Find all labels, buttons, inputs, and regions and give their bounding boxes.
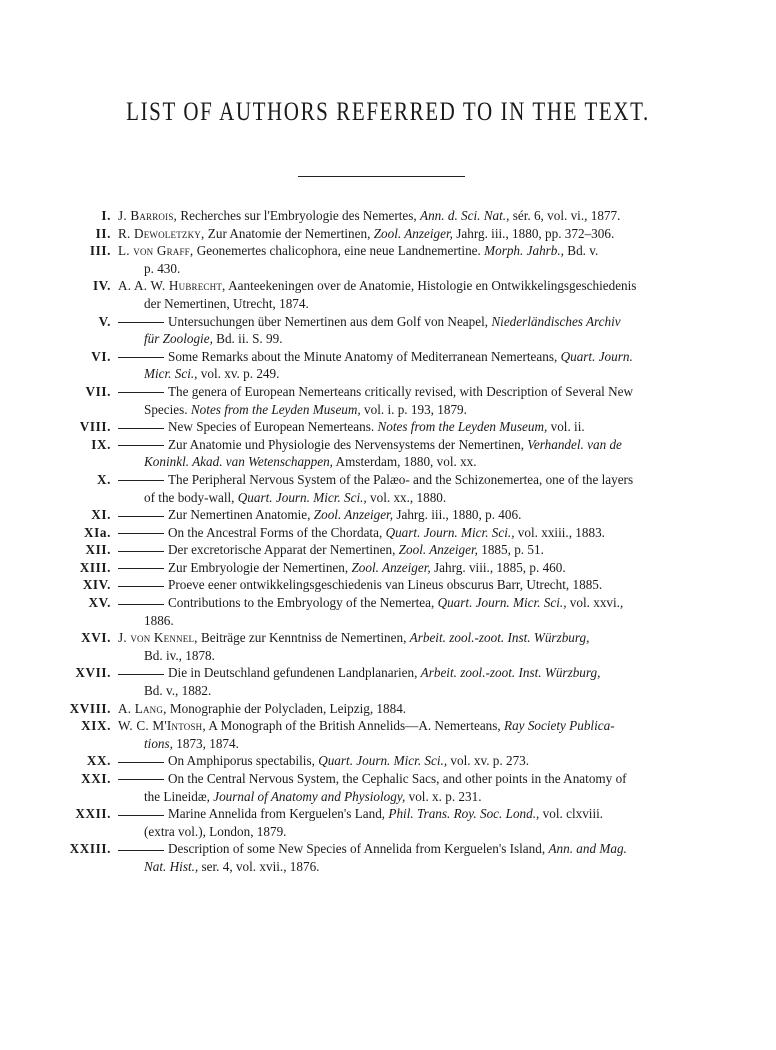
entry-number: VIII. [79, 419, 111, 435]
entry-number: II. [95, 225, 111, 241]
journal-title: Niederländisches Archiv [491, 313, 621, 329]
ditto-dash [118, 428, 164, 429]
journal-title: Quart. Journ. Micr. Sci., [385, 524, 515, 540]
list-item [24, 770, 726, 805]
entry-number: I. [101, 208, 111, 223]
journal-title: Zool. Anzeiger, [398, 542, 478, 558]
entry-text: vol. ii. [547, 419, 585, 435]
entry-text: vol. xv. p. 249. [197, 366, 280, 382]
entry-text: Jahrg. iii., 1880, pp. 372–306. [452, 225, 615, 241]
entry-number: XIII. [79, 559, 111, 575]
entry-text: Zur Anatomie und Physiologie des Nervensystems der Nemertinen, [168, 436, 528, 452]
entry-text: Proeve eener ontwikkelingsgeschiedenis van Lineus obscurus Barr, Utrecht, 1885. [168, 577, 603, 593]
ditto-dash [118, 445, 164, 446]
ditto-dash [118, 322, 164, 323]
entry-text: vol. i. p. 193, 1879. [360, 401, 467, 417]
entry-number: XXIII. [69, 841, 111, 857]
entry-number: IV. [92, 278, 111, 294]
list-item [24, 805, 726, 840]
ditto-dash [118, 392, 164, 393]
list-item [24, 348, 726, 383]
list-item [24, 752, 726, 770]
journal-title: Quart. Journ. Micr. Sci., [237, 489, 367, 505]
entry-text: vol. clxviii. [539, 806, 604, 822]
entry-text: Bd. iv., 1878. [144, 647, 215, 663]
entry-text: (extra vol.), London, 1879. [144, 823, 287, 839]
journal-title: Arbeit. zool.-zoot. Inst. Würzburg, [409, 630, 590, 646]
entry-number: VI. [91, 348, 111, 364]
author-name: R. Dewoletzky, [118, 225, 205, 241]
entry-text: Der excretorische Apparat der Nemertinen, [168, 542, 399, 558]
entry-text: p. 430. [144, 260, 181, 276]
entry-text: ser. 4, vol. xvii., 1876. [198, 858, 320, 874]
entry-text: Zur Anatomie der Nemertinen, [204, 225, 374, 241]
journal-title: für Zoologie, [144, 331, 213, 347]
entry-number: XVIII. [69, 700, 111, 716]
ditto-dash [118, 533, 164, 534]
entry-text: Marine Annelida from Kerguelen's Land, [168, 806, 389, 822]
list-item [24, 506, 726, 524]
entry-number: XV. [88, 595, 111, 611]
author-name: L. von Graff, [118, 243, 194, 259]
ditto-dash [118, 480, 164, 481]
entry-text: Aanteekeningen over de Anatomie, Histologie en Ontwikkelingsgeschiedenis [225, 278, 637, 294]
list-item [24, 436, 726, 471]
entry-number: V. [98, 313, 111, 329]
entry-number: IX. [91, 436, 111, 452]
ditto-dash [118, 604, 164, 605]
entry-text: vol. xxvi., [566, 595, 624, 611]
entry-text: Bd. ii. S. 99. [212, 331, 283, 347]
journal-title: Ray Society Publica- [504, 718, 615, 734]
list-item [24, 524, 726, 542]
ditto-dash [118, 586, 164, 587]
list-item [24, 664, 726, 699]
journal-title: Nat. Hist., [144, 858, 199, 874]
list-item [24, 576, 726, 594]
ditto-dash [118, 779, 164, 780]
entry-text: der Nemertinen, Utrecht, 1874. [144, 295, 309, 311]
list-item [24, 594, 726, 629]
list-item [24, 559, 726, 577]
entry-text: Untersuchungen über Nemertinen aus dem Golf von Neapel, [168, 313, 492, 329]
entry-number: VII. [85, 383, 111, 399]
entry-number: XIX. [81, 718, 111, 734]
entry-text: the Lineidæ, [144, 788, 214, 804]
entry-number: III. [89, 243, 111, 259]
list-item [24, 717, 726, 752]
entry-number: XXI. [81, 771, 111, 786]
entry-text: vol. xv. p. 273. [447, 753, 530, 769]
author-name: A. Lang, [118, 700, 167, 716]
entry-text: Beiträge zur Kenntniss de Nemertinen, [197, 630, 410, 646]
entry-number: XX. [86, 753, 111, 769]
entry-text: Some Remarks about the Minute Anatomy of Mediterranean Nemerteans, [168, 348, 561, 364]
entry-text: Bd. v. [563, 243, 599, 259]
journal-title: Notes from the Leyden Museum, [190, 401, 361, 417]
entry-text: Contributions to the Embryology of the Nemertea, [168, 595, 438, 611]
entry-text: On the Central Nervous System, the Cephalic Sacs, and other points in the Anatomy of [168, 771, 627, 786]
entry-text: A Monograph of the British Annelids—A. Nemerteans, [205, 718, 505, 734]
ditto-dash [118, 568, 164, 569]
entry-text: Monographie der Polycladen, Leipzig, 1884. [166, 700, 407, 716]
page-title: LIST OF AUTHORS REFERRED TO IN THE TEXT. [126, 96, 650, 126]
entry-text: Zur Nemertinen Anatomie, [168, 507, 314, 523]
entry-text: The genera of European Nemerteans critically revised, with Description of Several New [168, 383, 634, 399]
list-item [24, 383, 726, 418]
list-item [24, 225, 726, 243]
entry-text: Jahrg. viii., 1885, p. 460. [430, 559, 566, 575]
ditto-dash [118, 815, 164, 816]
journal-title: Zool. Anzeiger, [313, 507, 394, 523]
journal-title: Zool. Anzeiger, [351, 559, 431, 575]
entry-text: Jahrg. iii., 1880, p. 406. [393, 507, 522, 523]
entry-text: Amsterdam, 1880, vol. xx. [332, 454, 477, 470]
author-name: W. C. M'Intosh, [118, 718, 206, 734]
ditto-dash [118, 551, 164, 552]
author-name: A. A. W. Hubrecht, [118, 278, 226, 294]
list-item [24, 313, 726, 348]
entry-text: sér. 6, vol. vi., 1877. [509, 208, 621, 223]
ditto-dash [118, 674, 164, 675]
journal-title: Koninkl. Akad. van Wetenschappen, [144, 454, 333, 470]
entry-text: 1885, p. 51. [477, 542, 544, 558]
journal-title: Morph. Jahrb., [484, 243, 564, 259]
entry-text: The Peripheral Nervous System of the Palæo- and the Schizonemertea, one of the layers [168, 471, 634, 487]
journal-title: Micr. Sci., [144, 366, 198, 382]
journal-title: Quart. Journ. Micr. Sci., [437, 595, 567, 611]
entry-text: vol. x. p. 231. [405, 788, 482, 804]
entry-text: Bd. v., 1882. [144, 683, 212, 699]
list-item [24, 207, 726, 225]
entry-number: XIa. [84, 524, 111, 540]
ditto-dash [118, 516, 164, 517]
entry-number: XIV. [82, 577, 111, 593]
entry-text: Zur Embryologie der Nemertinen, [168, 559, 352, 575]
journal-title: Quart. Journ. [560, 348, 633, 364]
list-item [24, 418, 726, 436]
entry-text: On Amphiporus spectabilis, [168, 753, 319, 769]
list-item [24, 541, 726, 559]
journal-title: Phil. Trans. Roy. Soc. Lond., [388, 806, 540, 822]
list-item [24, 277, 726, 312]
journal-title: Journal of Anatomy and Physiology, [213, 788, 406, 804]
journal-title: tions, [144, 735, 173, 751]
author-list [24, 207, 726, 876]
entry-number: XVI. [81, 630, 111, 646]
entry-number: XXII. [75, 806, 111, 822]
list-item [24, 700, 726, 718]
journal-title: Arbeit. zool.-zoot. Inst. Würzburg, [420, 665, 601, 681]
title-divider [298, 176, 465, 177]
journal-title: Ann. and Mag. [548, 841, 627, 857]
entry-number: X. [96, 471, 111, 487]
ditto-dash [118, 762, 164, 763]
entry-text: Die in Deutschland gefundenen Landplanarien, [168, 665, 421, 681]
list-item [24, 629, 726, 664]
entry-text: Description of some New Species of Annelida from Kerguelen's Island, [168, 841, 549, 857]
entry-text: Recherches sur l'Embryologie des Nemertes, [177, 208, 421, 223]
entry-number: XII. [85, 542, 111, 558]
entry-text: vol. xxiii., 1883. [514, 524, 605, 540]
entry-text: Species. [144, 401, 191, 417]
author-name: J. von Kennel, [118, 630, 198, 646]
journal-title: Quart. Journ. Micr. Sci., [318, 753, 448, 769]
list-item [24, 471, 726, 506]
journal-title: Zool. Anzeiger, [373, 225, 453, 241]
journal-title: Verhandel. van de [527, 436, 622, 452]
entry-number: XVII. [75, 665, 111, 681]
entry-text: Geonemertes chalicophora, eine neue Landnemertine. [193, 243, 485, 259]
list-item [24, 840, 726, 875]
entry-text: 1886. [144, 612, 174, 628]
entry-text: vol. xx., 1880. [366, 489, 447, 505]
journal-title: Notes from the Leyden Museum, [377, 419, 548, 435]
entry-text: New Species of European Nemerteans. [168, 419, 378, 435]
entry-text: 1873, 1874. [172, 735, 239, 751]
ditto-dash [118, 357, 164, 358]
entry-text: of the body-wall, [144, 489, 238, 505]
ditto-dash [118, 850, 164, 851]
list-item [24, 242, 726, 277]
entry-number: XI. [91, 507, 111, 523]
author-name: J. Barrois, [118, 208, 178, 223]
journal-title: Ann. d. Sci. Nat., [420, 208, 510, 223]
entry-text: On the Ancestral Forms of the Chordata, [168, 524, 386, 540]
